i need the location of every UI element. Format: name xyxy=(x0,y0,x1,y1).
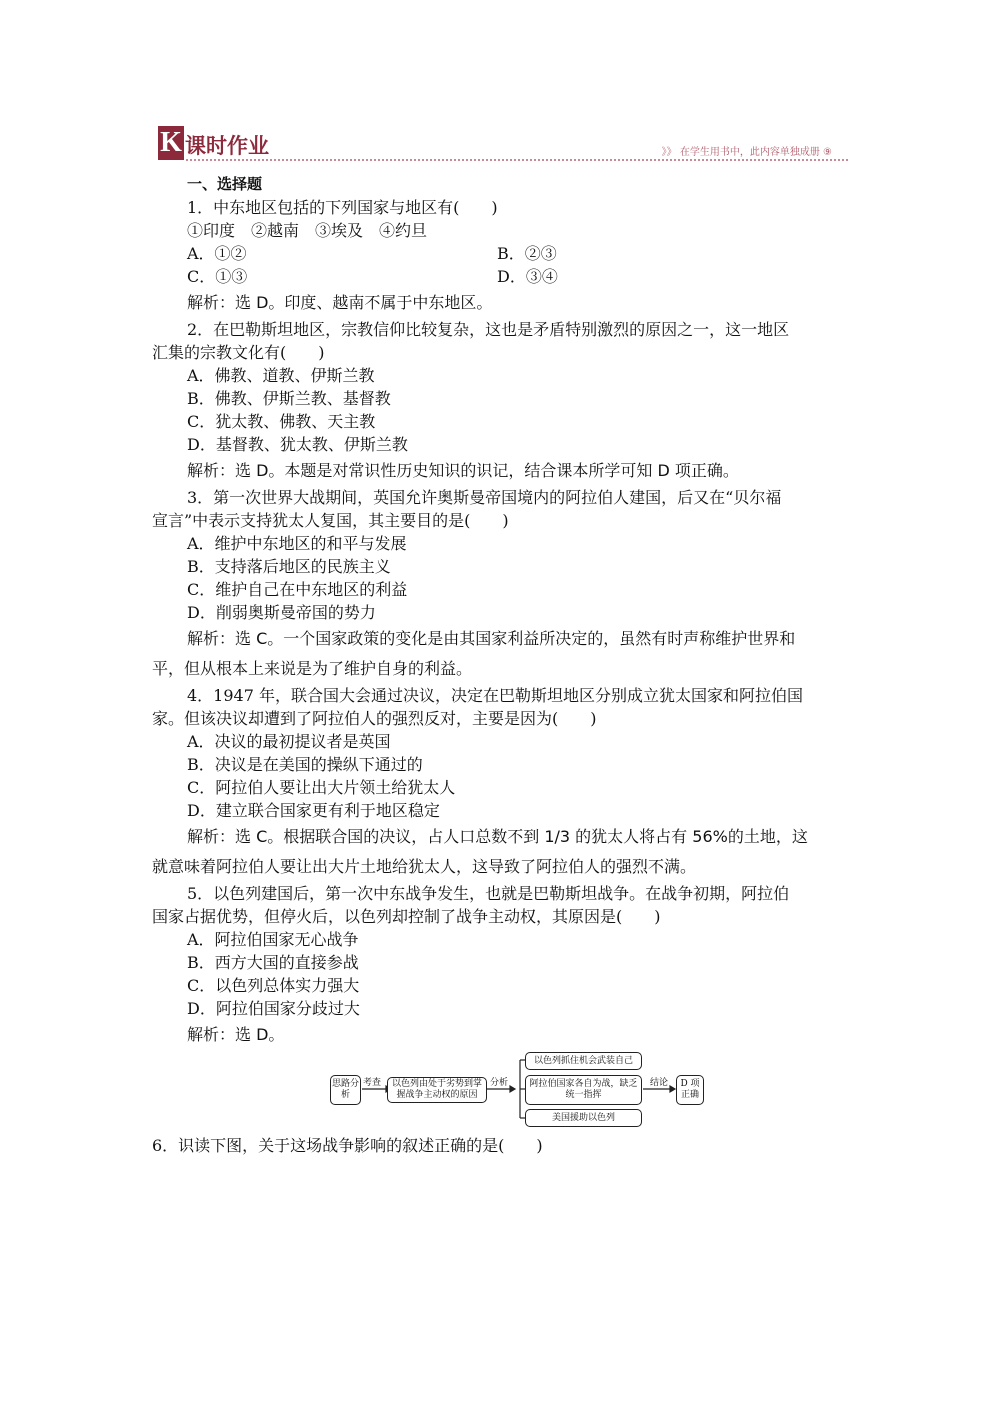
page-header xyxy=(158,126,848,162)
q3-option-d: D．削弱奥斯曼帝国的势力 xyxy=(187,603,376,622)
topic-box: 以色列由处于劣势到掌握战争主动权的原因 xyxy=(387,1077,487,1103)
q2-stem-2: 汇集的宗教文化有( ) xyxy=(152,343,325,362)
start-box: 思路分析 xyxy=(330,1075,361,1105)
q1-option-c: C．①③ xyxy=(187,267,248,286)
exercise-content xyxy=(152,173,849,1050)
q4-analysis-2: 就意味着阿拉伯人要让出大片土地给犹太人，这导致了阿拉伯人的强烈不满。 xyxy=(152,857,697,876)
reason-box-1: 以色列抓住机会武装自己 xyxy=(525,1052,642,1070)
q1-analysis: 解析：选 D。印度、越南不属于中东地区。 xyxy=(187,293,493,312)
q4-option-c: C．阿拉伯人要让出大片领土给犹太人 xyxy=(187,778,456,797)
q6-stem: 6．识读下图，关于这场战争影响的叙述正确的是( ) xyxy=(152,1136,543,1155)
q3-analysis-1: 解析：选 C。一个国家政策的变化是由其国家利益所决定的，虽然有时声称维护世界和 xyxy=(187,629,796,648)
label-analyze: 分析 xyxy=(490,1078,509,1088)
q1-option-b: B．②③ xyxy=(497,244,557,263)
q2-option-d: D．基督教、犹太教、伊斯兰教 xyxy=(187,435,408,454)
q2-option-b: B．佛教、伊斯兰教、基督教 xyxy=(187,389,391,408)
q2-option-c: C．犹太教、佛教、天主教 xyxy=(187,412,376,431)
section-title: 一、选择题 xyxy=(187,175,263,193)
q4-stem-1: 4．1947 年，联合国大会通过决议，决定在巴勒斯坦地区分别成立犹太国家和阿拉伯国 xyxy=(187,686,803,705)
q1-option-d: D．③④ xyxy=(497,267,558,286)
q4-stem-2: 家。但该决议却遭到了阿拉伯人的强烈反对，主要是因为( ) xyxy=(152,709,597,728)
reasoning-diagram xyxy=(330,1050,710,1132)
q3-option-a: A．维护中东地区的和平与发展 xyxy=(187,534,407,553)
q5-option-d: D．阿拉伯国家分歧过大 xyxy=(187,999,360,1018)
conclusion-box: D 项正确 xyxy=(676,1075,704,1105)
header-title: 课时作业 xyxy=(185,134,269,158)
q1-stem: 1．中东地区包括的下列国家与地区有( ) xyxy=(187,198,498,217)
q4-option-a: A．决议的最初提议者是英国 xyxy=(187,732,391,751)
q2-stem-1: 2．在巴勒斯坦地区，宗教信仰比较复杂，这也是矛盾特别激烈的原因之一，这一地区 xyxy=(187,320,790,339)
header-divider xyxy=(186,159,848,161)
q4-analysis-1: 解析：选 C。根据联合国的决议，占人口总数不到 1/3 的犹太人将占有 56%的土地，这 xyxy=(187,827,808,846)
q2-option-a: A．佛教、道教、伊斯兰教 xyxy=(187,366,375,385)
label-examine: 考查 xyxy=(363,1078,382,1088)
q3-stem-1: 3．第一次世界大战期间，英国允许奥斯曼帝国境内的阿拉伯人建国，后又在“贝尔福 xyxy=(187,488,782,507)
q5-option-c: C．以色列总体实力强大 xyxy=(187,976,360,995)
q5-analysis: 解析：选 D。 xyxy=(187,1025,285,1044)
label-conclusion: 结论 xyxy=(650,1078,669,1088)
q5-stem-2: 国家占据优势，但停火后，以色列却控制了战争主动权，其原因是( ) xyxy=(152,907,661,926)
q1-option-a: A．①② xyxy=(187,244,247,263)
q4-option-d: D．建立联合国家更有利于地区稳定 xyxy=(187,801,440,820)
q3-option-c: C．维护自己在中东地区的利益 xyxy=(187,580,408,599)
reason-box-2: 阿拉伯国家各自为战，缺乏统一指挥 xyxy=(525,1075,642,1105)
q4-option-b: B．决议是在美国的操纵下通过的 xyxy=(187,755,423,774)
q5-option-a: A．阿拉伯国家无心战争 xyxy=(187,930,359,949)
q1-items: ①印度 ②越南 ③埃及 ④约旦 xyxy=(187,221,428,240)
k-logo: K xyxy=(158,126,184,160)
reason-box-3: 美国援助以色列 xyxy=(525,1109,642,1127)
q3-stem-2: 宣言”中表示支持犹太人复国，其主要目的是( ) xyxy=(152,511,509,530)
q5-stem-1: 5．以色列建国后，第一次中东战争发生，也就是巴勒斯坦战争。在战争初期，阿拉伯 xyxy=(187,884,790,903)
q5-option-b: B．西方大国的直接参战 xyxy=(187,953,359,972)
header-note: 》》 在学生用书中，此内容单独成册 ⑨ xyxy=(661,147,832,158)
q2-analysis: 解析：选 D。本题是对常识性历史知识的识记，结合课本所学可知 D 项正确。 xyxy=(187,461,739,480)
q3-option-b: B．支持落后地区的民族主义 xyxy=(187,557,391,576)
q3-analysis-2: 平，但从根本上来说是为了维护自身的利益。 xyxy=(152,659,473,678)
